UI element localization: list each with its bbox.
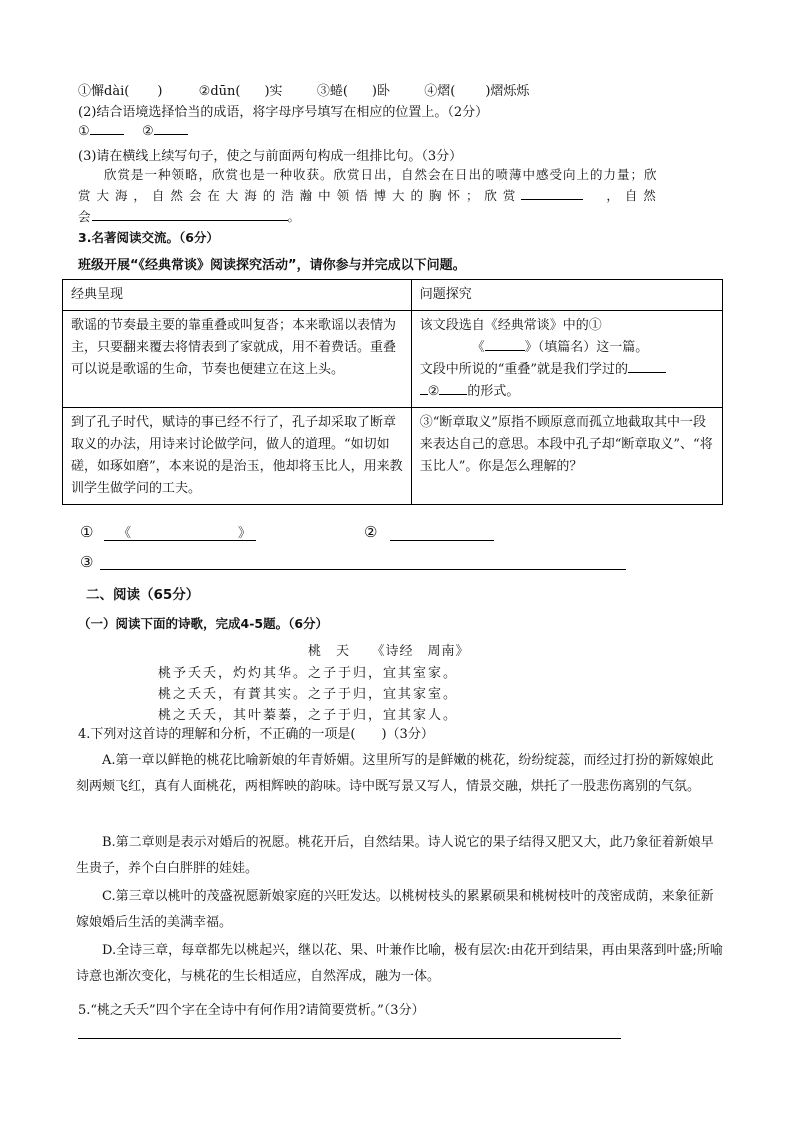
blank-lead (420, 382, 428, 395)
table-header-right: 问题探究 (411, 280, 722, 311)
q3-title: 3.名著阅读交流。（6分） (78, 230, 219, 245)
table-cell-excerpt-1: 歌谣的节奏最主要的靠重叠或叫复沓；本来歌谣以表情为主，只要翻来覆去将情表到了家就成，用不着费话。重叠可以说是歌谣的生命，节奏也便建立在这上头。 (63, 311, 412, 408)
paren-close: )卧 (371, 84, 390, 99)
answer-2-line[interactable] (390, 540, 494, 541)
paren-close: )熠烁烁 (485, 84, 530, 99)
parallel-text-3a: 会 (78, 209, 92, 224)
pinyin-item-3: ③蜷( (316, 84, 348, 99)
parallel-text-3 (78, 207, 301, 225)
poem-title: 桃 天 《诗经 周南》 (308, 644, 470, 659)
q-text-b: 《 (471, 340, 485, 355)
poem-line-2: 桃之夭夭，有蕡其实。之子于归，宜其家室。 (158, 687, 459, 702)
parallel-instruction: (3)请在横线上续写句子，使之与前面两句构成一组排比句。（3分） (78, 149, 463, 164)
answer-blank[interactable] (154, 122, 188, 135)
answer-blank[interactable] (628, 360, 666, 373)
parallel-text-2b: ， 自 然 (606, 188, 657, 203)
answer-1-line[interactable] (104, 524, 256, 541)
answer-1-number: ① (80, 523, 94, 541)
q5-answer-line[interactable] (78, 1038, 621, 1039)
answer-blank[interactable] (90, 122, 124, 135)
table-cell-excerpt-2: 到了孔子时代，赋诗的事已经不行了，孔子却采取了断章取义的办法，用诗来讨论做学问，做人的道理。“如切如磋，如琢如磨”，本来说的是治玉，他却将玉比人，用来教训学生做学问的工夫。 (63, 408, 412, 505)
paren-close: ) (157, 84, 163, 99)
pinyin-item-2: ②dūn( (198, 84, 241, 99)
answer-3-line[interactable] (100, 569, 626, 570)
q4-option-c[interactable]: C.第三章以桃叶的茂盛祝愿新娘家庭的兴旺发达。以桃树枝头的累累硕果和桃树枝叶的茂密成荫，来象征新嫁娘婚后生活的美满幸福。 (76, 889, 714, 930)
q5-stem: 5.“桃之夭夭”四个字在全诗中有何作用?请简要赏析。”（3分） (78, 1003, 425, 1018)
q-text-d: 文段中所说的“重叠”就是我们学过的 (419, 362, 629, 377)
parallel-text-2a: 赏 大 海 ， 自 然 会 在 大 海 的 浩 瀚 中 领 悟 博 大 的 胸 怀 ； 欣 赏 (78, 188, 517, 203)
q4-option-a[interactable]: A.第一章以鲜艳的桃花比喻新娘的年青娇媚。这里所写的是鲜嫩的桃花，纷纷绽蕊，而经过打扮的新嫁娘此刻两颊飞红，真有人面桃花，两相辉映的韵味。诗中既写景又写人，情景交融，烘托了一股悲伤离别的气氛。 (76, 753, 714, 794)
q-text-e: ② (427, 384, 440, 399)
q-text-a: 该文段选自《经典常谈》中的① (419, 318, 602, 333)
idiom-blanks (78, 122, 188, 139)
poem-line-3: 桃之夭夭，其叶蓁蓁，之子于归，宜其家人。 (158, 708, 459, 723)
table-cell-question-2: ③“断章取义”原指不顾原意而孤立地截取其中一段来表达自己的意思。本段中孔子却“断章取义”、“将玉比人”。你是怎么理解的？ (411, 408, 722, 505)
answer-3-number: ③ (80, 553, 94, 571)
paren-close: )实 (264, 84, 283, 99)
answer-blank[interactable] (521, 187, 583, 200)
q4-stem: 4.下列对这首诗的理解和分析，不正确的一项是( )（3分） (78, 727, 434, 742)
parallel-text-2 (78, 186, 657, 204)
answer-1-close: 》 (238, 526, 252, 541)
q-text-c: 》（填篇名）这一篇。 (524, 340, 649, 355)
q3-intro: 班级开展“《经典常谈》阅读探究活动”，请你参与并完成以下问题。 (78, 258, 466, 273)
table-header-left: 经典呈现 (63, 280, 412, 311)
answer-2-number: ② (364, 523, 378, 541)
answer-1-open: 《 (118, 526, 132, 541)
q4-option-d[interactable]: D.全诗三章，每章都先以桃起兴，继以花、果、叶兼作比喻，极有层次:由花开到结果，再由果落到叶盛;所喻诗意也渐次变化，与桃花的生长相适应，自然浑成，融为一体。 (76, 943, 723, 984)
parallel-text-1: 欣赏是一种领略，欣赏也是一种收获。欣赏日出，自然会在日出的喷薄中感受向上的力量；欣 (104, 167, 658, 182)
q4-option-b[interactable]: B.第二章则是表示对婚后的祝愿。桃花开后，自然结果。诗人说它的果子结得又肥又大，此乃象征着新娘早生贵子，养个白白胖胖的娃娃。 (76, 835, 714, 876)
parallel-text-3-end: 。 (287, 209, 302, 224)
poem-section-title: （一）阅读下面的诗歌，完成4-5题。（6分） (78, 616, 329, 631)
poem-line-1: 桃予夭夭，灼灼其华。之子于归，宜其室家。 (158, 666, 459, 681)
pinyin-item-4: ④熠( (424, 84, 456, 99)
classic-table (62, 279, 723, 505)
pinyin-item-1: ①懈dài( (78, 84, 130, 99)
q-text-f: 的形式。 (467, 384, 520, 399)
answer-blank[interactable] (439, 382, 467, 395)
blank-label-2: ② (141, 124, 154, 139)
section-title: 二、阅读（65分） (86, 587, 200, 603)
pinyin-line (78, 80, 529, 99)
answer-blank[interactable] (92, 208, 288, 221)
table-cell-question-1 (411, 311, 722, 408)
answer-blank[interactable] (485, 338, 525, 351)
idiom-instruction: (2)结合语境选择恰当的成语，将字母序号填写在相应的位置上。（2分） (78, 105, 489, 120)
blank-label-1: ① (78, 124, 90, 139)
